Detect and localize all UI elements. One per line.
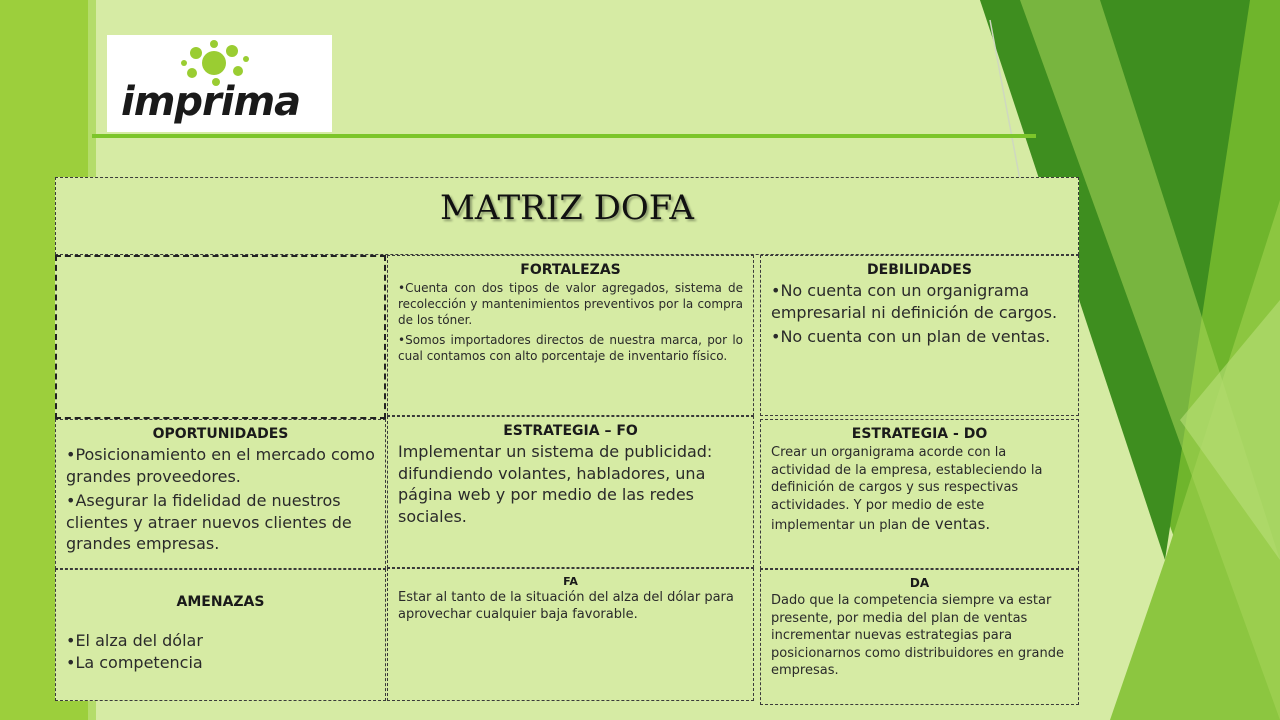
header-divider [92, 134, 1036, 138]
debilidades-item: •No cuenta con un plan de ventas. [771, 327, 1051, 347]
da-text: Dado que la competencia siempre va estar presente, por media del plan de ventas incrementar nuevas estrategias para posicionarnos como distribuidores en grande empresas. [771, 593, 1064, 679]
imprima-logo [107, 35, 332, 132]
title-box [55, 177, 1079, 255]
page-title: MATRIZ DOFA [440, 188, 694, 228]
fortalezas-heading: FORTALEZAS [520, 262, 621, 278]
estrategia-fo-text: Implementar un sistema de publicidad: difundiendo volantes, habladores, una página web y por medio de las redes sociales. [398, 442, 713, 526]
fa-text: Estar al tanto de la situación del alza del dólar para aprovechar cualquier baja favorable. [398, 590, 734, 622]
da-cell [760, 569, 1079, 705]
oportunidades-cell [55, 419, 386, 569]
fa-heading: FA [563, 575, 578, 588]
estrategia-do-heading: ESTRATEGIA - DO [851, 426, 988, 442]
estrategia-do-text: Crear un organigrama acorde con la actividad de la empresa, estableciendo la definición de cargos y sus respectivas actividades. Y por medio de este implementar un plan [771, 445, 1043, 534]
amenazas-item: •La competencia [66, 652, 203, 672]
fa-cell [387, 568, 754, 701]
debilidades-item: •No cuenta con un organigrama empresarial ni definición de cargos. [771, 281, 1058, 322]
estrategia-do-cell [760, 419, 1079, 569]
oportunidades-item: •Asegurar la fidelidad de nuestros clientes y atraer nuevos clientes de grandes empresas. [66, 491, 352, 554]
estrategia-fo-heading: ESTRATEGIA – FO [503, 423, 638, 439]
debilidades-cell [760, 255, 1079, 416]
fortalezas-cell [387, 255, 754, 416]
debilidades-heading: DEBILIDADES [867, 262, 972, 278]
fortalezas-item: •Cuenta con dos tipos de valor agregados, sistema de recolección y mantenimientos preventivos por la compra de los tóner. [398, 281, 743, 328]
logo-text: imprima [121, 79, 301, 125]
da-heading: DA [909, 576, 930, 590]
estrategia-do-text-end: de ventas. [911, 515, 991, 534]
fortalezas-item: •Somos importadores directos de nuestra marca, por lo cual contamos con alto porcentaje de inventario físico. [398, 332, 743, 363]
amenazas-heading: AMENAZAS [176, 594, 265, 610]
amenazas-item: •El alza del dólar [66, 631, 203, 650]
amenazas-cell [55, 569, 386, 701]
estrategia-fo-cell [387, 416, 754, 568]
oportunidades-heading: OPORTUNIDADES [152, 426, 289, 442]
empty-corner-cell [55, 255, 386, 419]
oportunidades-item: •Posicionamiento en el mercado como grandes proveedores. [66, 445, 375, 486]
